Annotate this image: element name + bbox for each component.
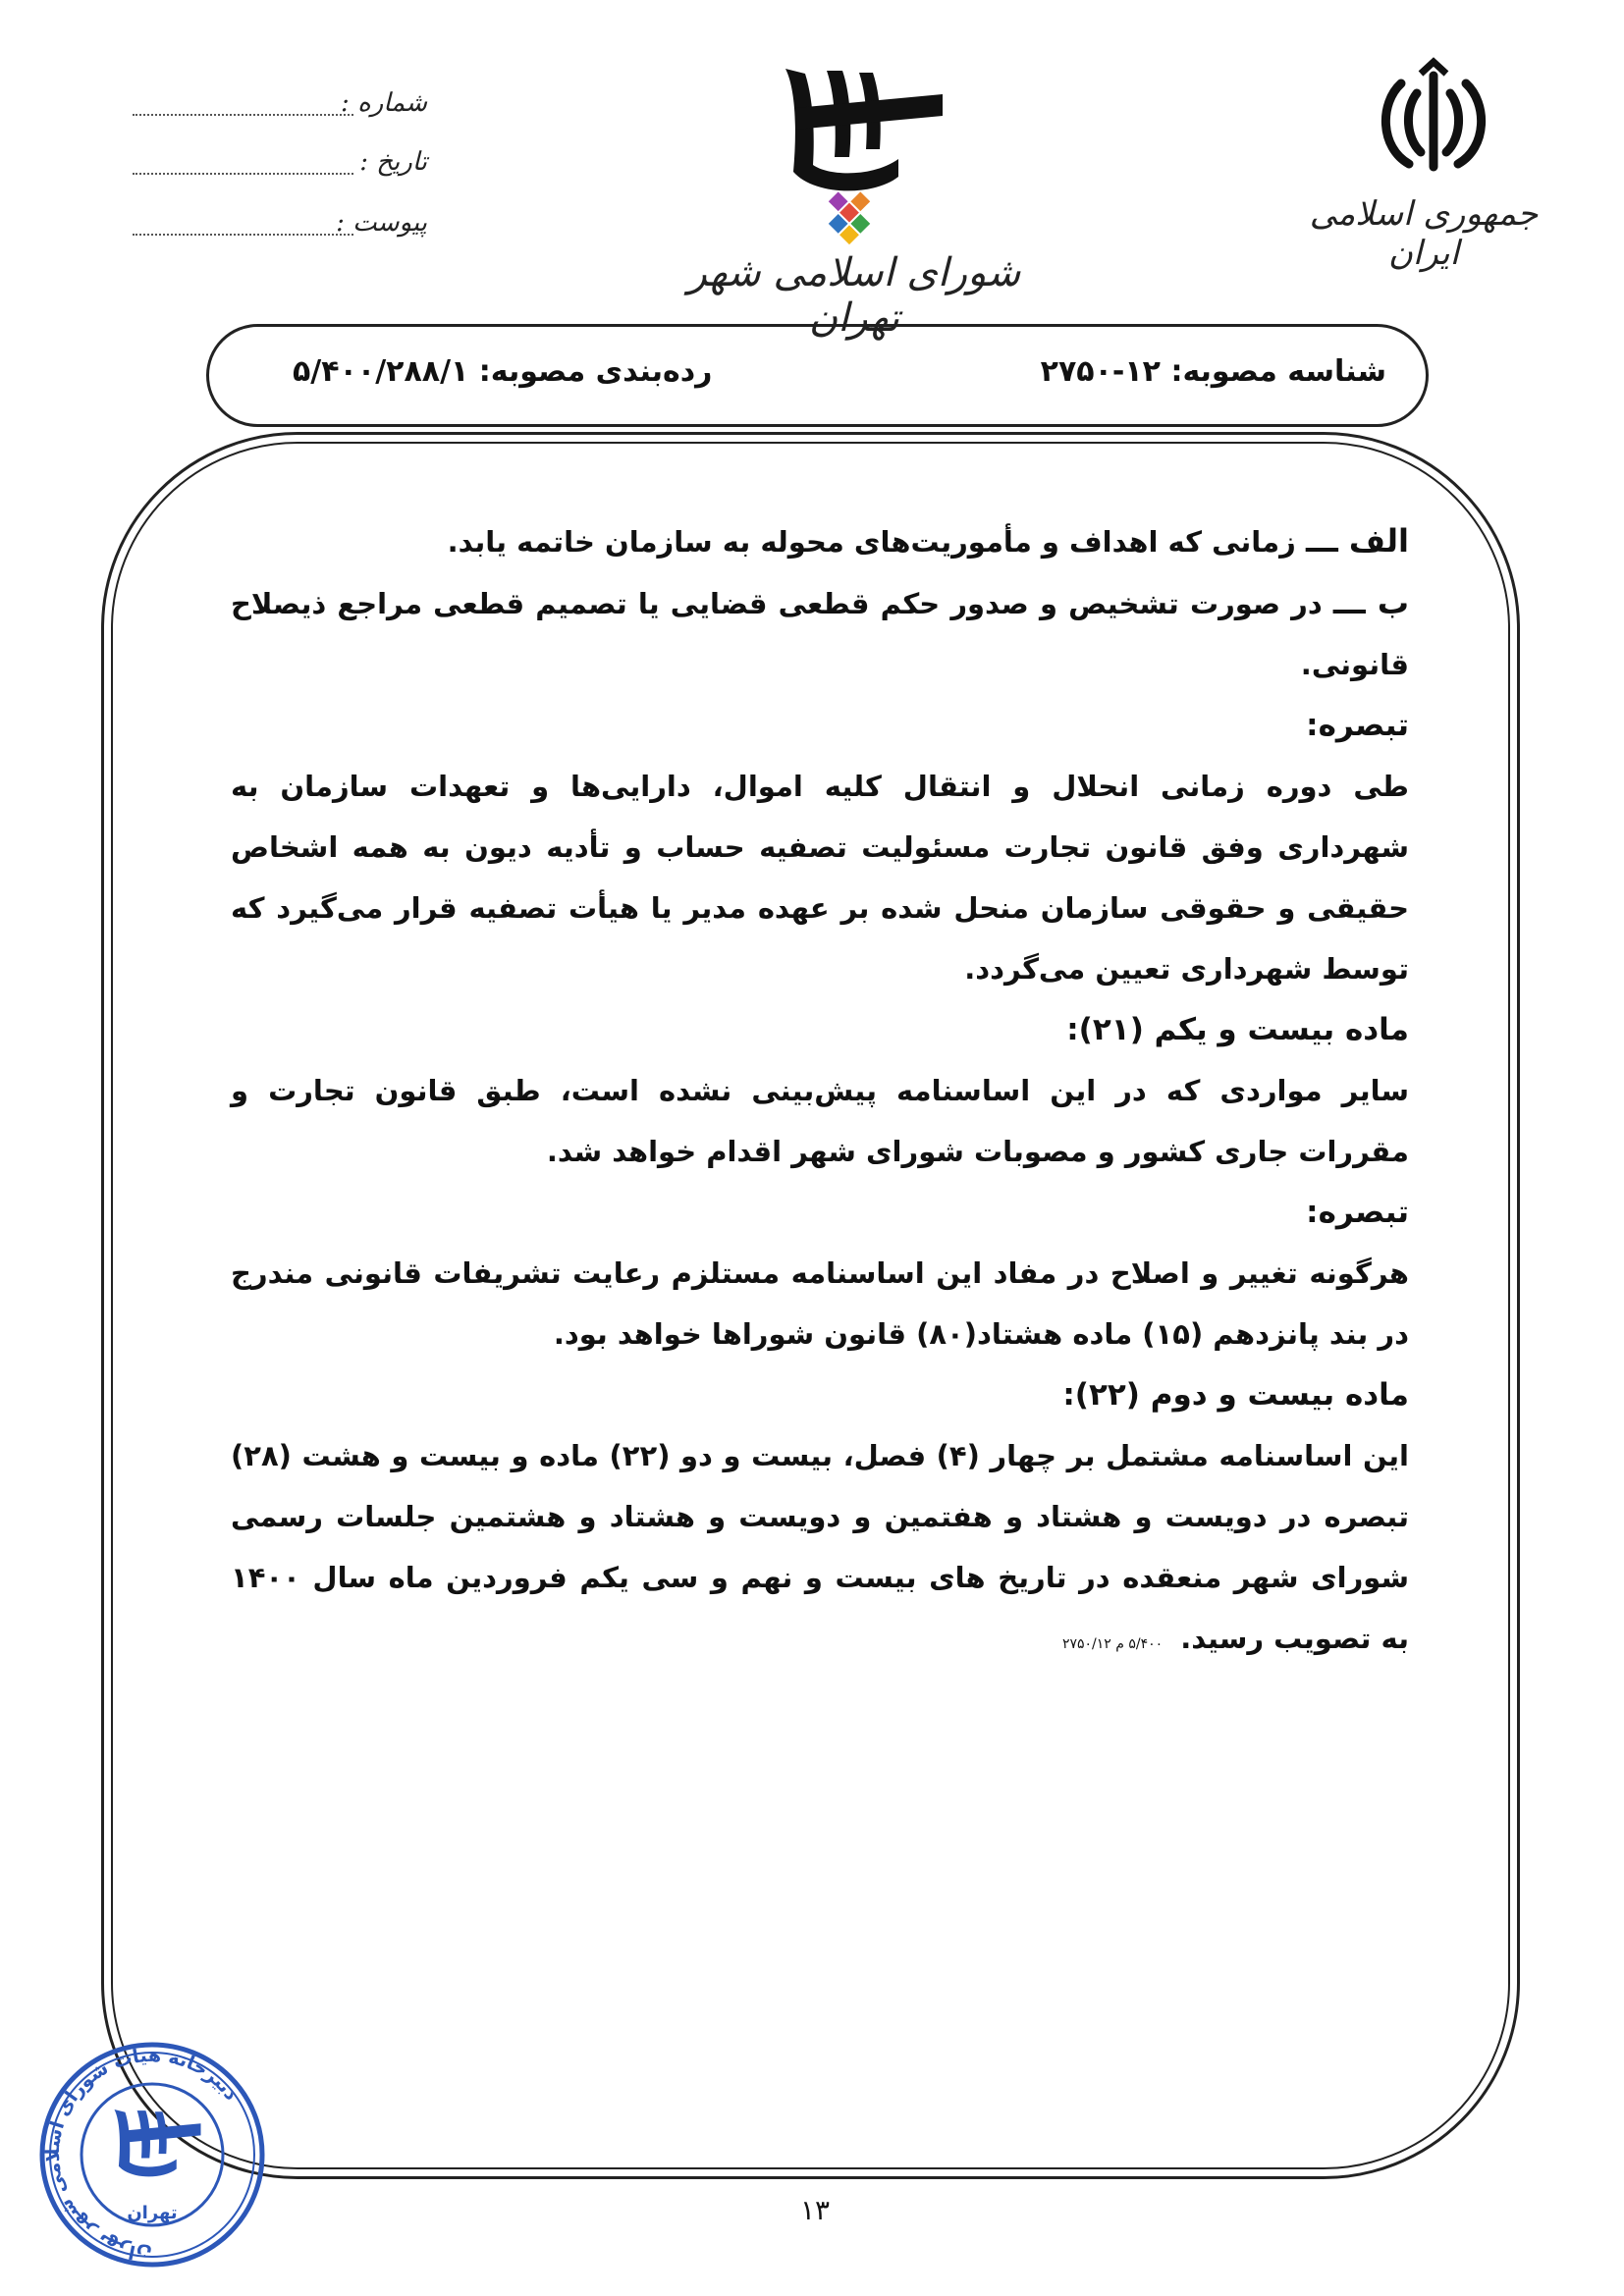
meta-date-field	[133, 147, 427, 187]
item-a-text: زمانی که اهداف و مأموریت‌های محوله به سازمان خاتمه یابد.	[447, 525, 1296, 559]
meta-attachment-label: پیوست :	[336, 208, 427, 238]
note2-text: هرگونه تغییر و اصلاح در مفاد این اساسنامه مستلزم رعایت تشریفات قانونی مندرج در بند پانزدهم (۱۵) ماده هشتاد(۸۰) قانون شوراها خواهد بود.	[231, 1256, 1409, 1351]
approval-code: شناسه مصوبه: ۱۲-۲۷۵۰	[1040, 354, 1386, 389]
note1-text: طی دوره زمانی انحلال و انتقال کلیه اموال، دارایی‌ها و تعهدات سازمان به شهرداری وفق قانون تجارت مسئولیت تصفیه حساب و تأدیه دیون به همه اشخاص حقیقی و حقوقی سازمان منحل شده بر عهده مدیر یا هیأت تصفیه قرار می‌گیرد که توسط شهرداری تعیین می‌گردد.	[231, 770, 1409, 986]
republic-name: جمهوری اسلامی ایران	[1309, 194, 1539, 273]
approval-id-bar	[206, 324, 1429, 427]
item-a	[231, 510, 1409, 572]
item-b	[231, 572, 1409, 695]
meta-attachment-field	[133, 208, 427, 247]
meta-date-label: تاریخ :	[359, 147, 427, 177]
approval-classification: رده‌بندی مصوبه: ۵/۴۰۰/۲۸۸/۱	[293, 354, 713, 389]
meta-attachment-dots	[133, 234, 353, 236]
council-seal-stamp	[29, 2037, 275, 2272]
document-body	[231, 510, 1409, 1675]
item-b-text: در صورت تشخیص و صدور حکم قطعی قضایی یا تصمیم قطعی مراجع ذیصلاح قانونی.	[231, 587, 1409, 681]
iran-emblem-logo	[1360, 54, 1507, 191]
meta-date-dots	[133, 173, 353, 175]
tehran-council-logo	[756, 59, 952, 255]
article21-text: سایر مواردی که در این اساسنامه پیش‌بینی نشده است، طبق قانون تجارت و مقررات جاری کشور و مصوبات شورای شهر اقدام خواهد شد.	[231, 1074, 1409, 1168]
stamp-center-text: تهران	[127, 2203, 178, 2223]
article22-heading: ماده بیست و دوم (۲۲):	[1062, 1377, 1409, 1413]
article21-heading: ماده بیست و یکم (۲۱):	[1066, 1012, 1409, 1047]
meta-number-label: شماره :	[341, 88, 427, 118]
note2-heading: تبصره:	[1306, 1195, 1409, 1230]
article22-paragraph	[231, 1425, 1409, 1675]
article22-text: این اساسنامه مشتمل بر چهار (۴) فصل، بیست و دو (۲۲) ماده و بیست و هشت (۲۸) تبصره در دویست و هشتاد و هفتمین و دویست و هشتاد و هشتمین جلسات رسمی شورای شهر منعقده در تاریخ های بیست و نهم و سی یکم فروردین ماه سال ۱۴۰۰ به تصویب رسید.	[231, 1439, 1409, 1655]
meta-number-field	[133, 88, 427, 128]
closing-reference: ۵/۴۰۰ م ۲۷۵۰/۱۲	[1061, 1636, 1164, 1652]
stamp-ring-text: دبیرخانه هیات شورای اسلامی شهر تهران	[42, 2044, 243, 2266]
council-name: شورای اسلامی شهر تهران	[687, 250, 1021, 341]
item-a-label: الف ـــ	[1305, 522, 1409, 560]
page-number: ۱۳	[799, 2194, 831, 2226]
meta-number-dots	[133, 114, 353, 116]
note1-heading: تبصره:	[1306, 708, 1409, 743]
item-b-label: ب ـــ	[1332, 584, 1409, 621]
